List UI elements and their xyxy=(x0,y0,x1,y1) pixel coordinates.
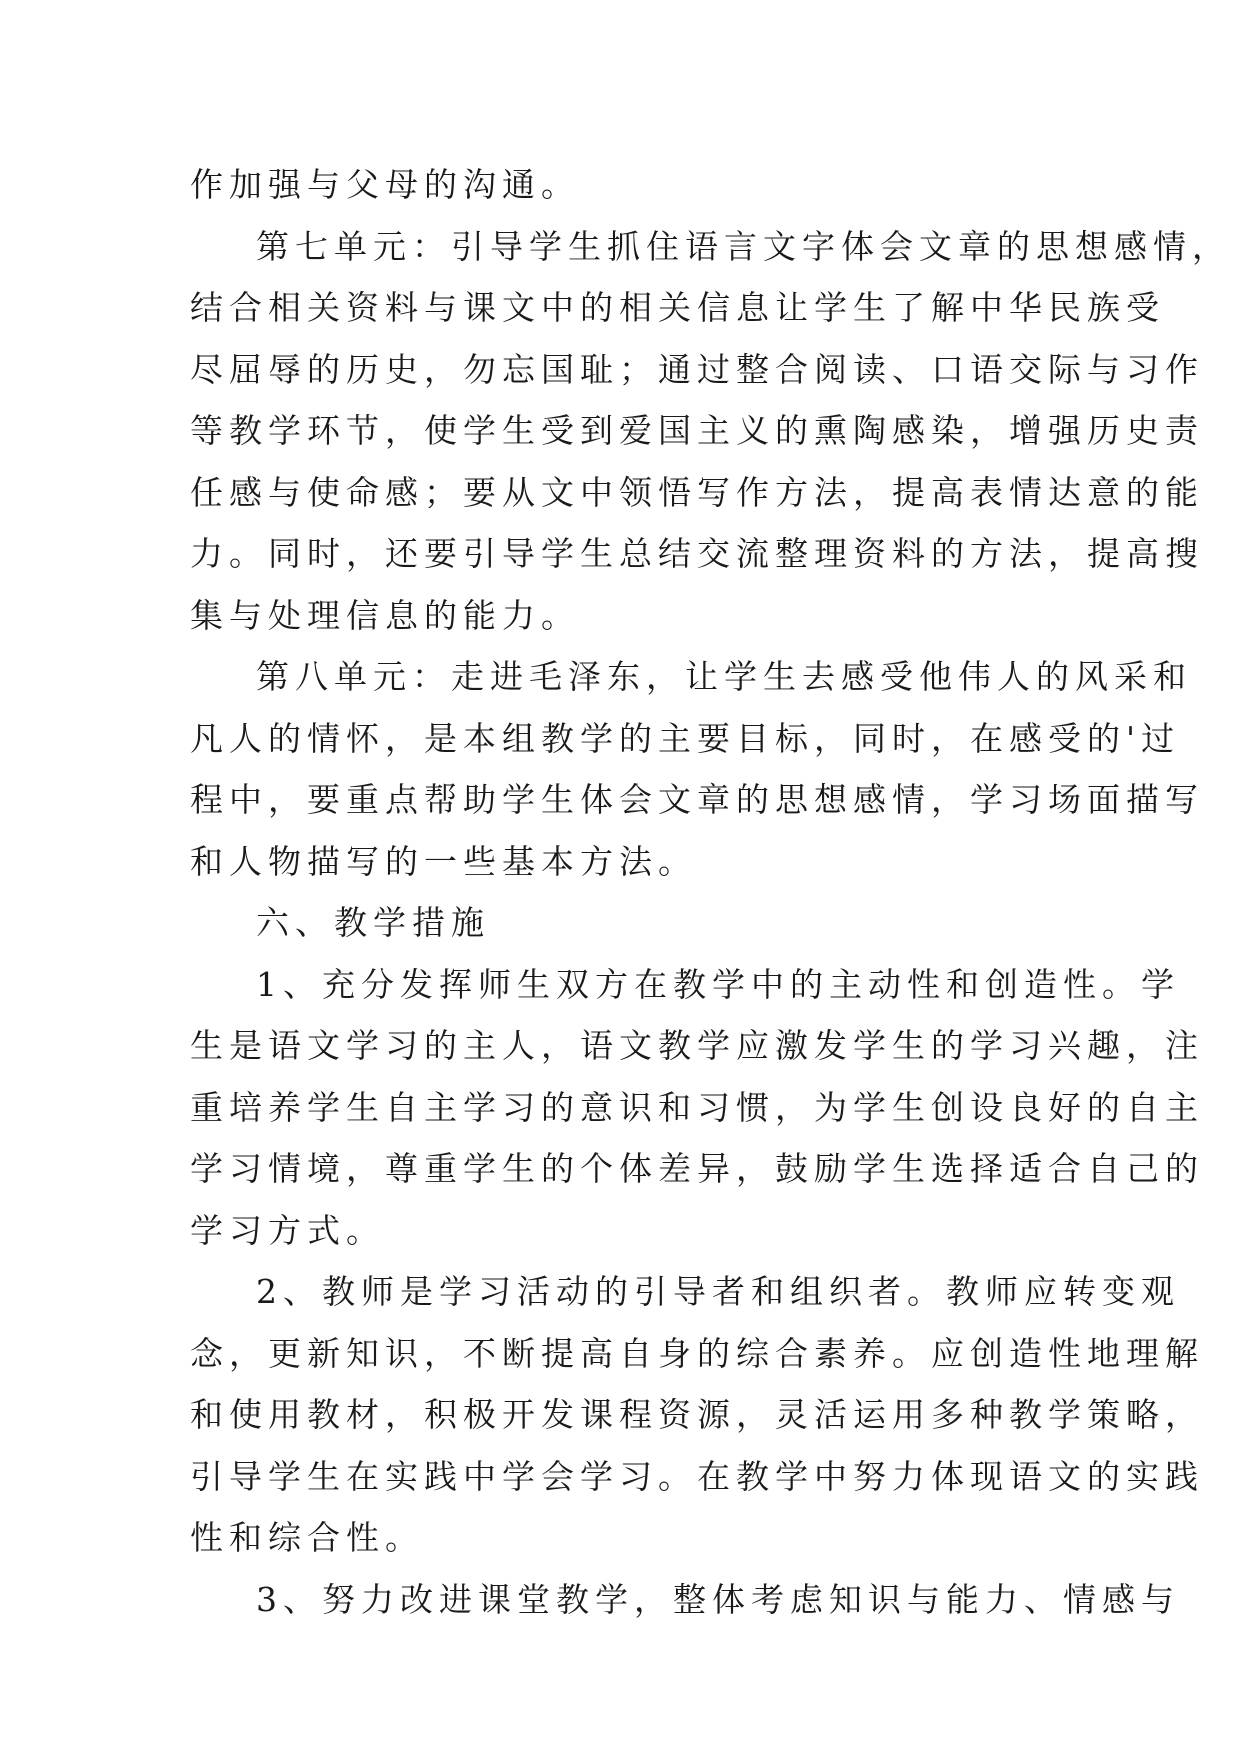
measure-3-start: 3、努力改进课堂教学，整体考虑知识与能力、情感与 xyxy=(256,1579,1180,1619)
text-line: 结合相关资料与课文中的相关信息让学生了解中华民族受 xyxy=(190,288,1165,327)
text-line: 力。同时，还要引导学生总结交流整理资料的方法，提高搜 xyxy=(190,534,1204,573)
section-heading: 六、教学措施 xyxy=(256,903,490,942)
text-line: 任感与使命感；要从文中领悟写作方法，提高表情达意的能 xyxy=(190,472,1204,512)
text-line: 念，更新知识，不断提高自身的综合素养。应创造性地理解 xyxy=(190,1333,1204,1373)
paragraph-unit-7-start: 第七单元：引导学生抓住语言文字体会文章的思想感情， xyxy=(256,226,1231,266)
text-line: 生是语文学习的主人，语文教学应激发学生的学习兴趣，注 xyxy=(190,1026,1204,1065)
text-line: 尽屈辱的历史，勿忘国耻；通过整合阅读、口语交际与习作 xyxy=(190,349,1204,389)
text-line: 重培养学生自主学习的意识和习惯，为学生创设良好的自主 xyxy=(190,1087,1204,1127)
text-line: 集与处理信息的能力。 xyxy=(190,595,580,635)
text-line: 程中，要重点帮助学生体会文章的思想感情，学习场面描写 xyxy=(190,780,1204,819)
text-line: 引导学生在实践中学会学习。在教学中努力体现语文的实践 xyxy=(190,1456,1204,1496)
text-line: 等教学环节，使学生受到爱国主义的熏陶感染，增强历史责 xyxy=(190,411,1204,450)
text-line: 作加强与父母的沟通。 xyxy=(190,165,580,204)
text-line: 和人物描写的一些基本方法。 xyxy=(190,841,697,881)
text-line: 学习方式。 xyxy=(190,1210,385,1250)
text-line: 学习情境，尊重学生的个体差异，鼓励学生选择适合自己的 xyxy=(190,1149,1204,1188)
paragraph-unit-8-start: 第八单元：走进毛泽东，让学生去感受他伟人的风采和 xyxy=(256,657,1192,696)
text-line: 凡人的情怀，是本组教学的主要目标，同时，在感受的'过 xyxy=(190,718,1181,758)
document-body xyxy=(190,154,1231,1630)
text-line: 和使用教材，积极开发课程资源，灵活运用多种教学策略， xyxy=(190,1395,1204,1434)
measure-1-start: 1、充分发挥师生双方在教学中的主动性和创造性。学 xyxy=(256,964,1180,1004)
text-line: 性和综合性。 xyxy=(190,1518,424,1557)
measure-2-start: 2、教师是学习活动的引导者和组织者。教师应转变观 xyxy=(256,1272,1180,1311)
